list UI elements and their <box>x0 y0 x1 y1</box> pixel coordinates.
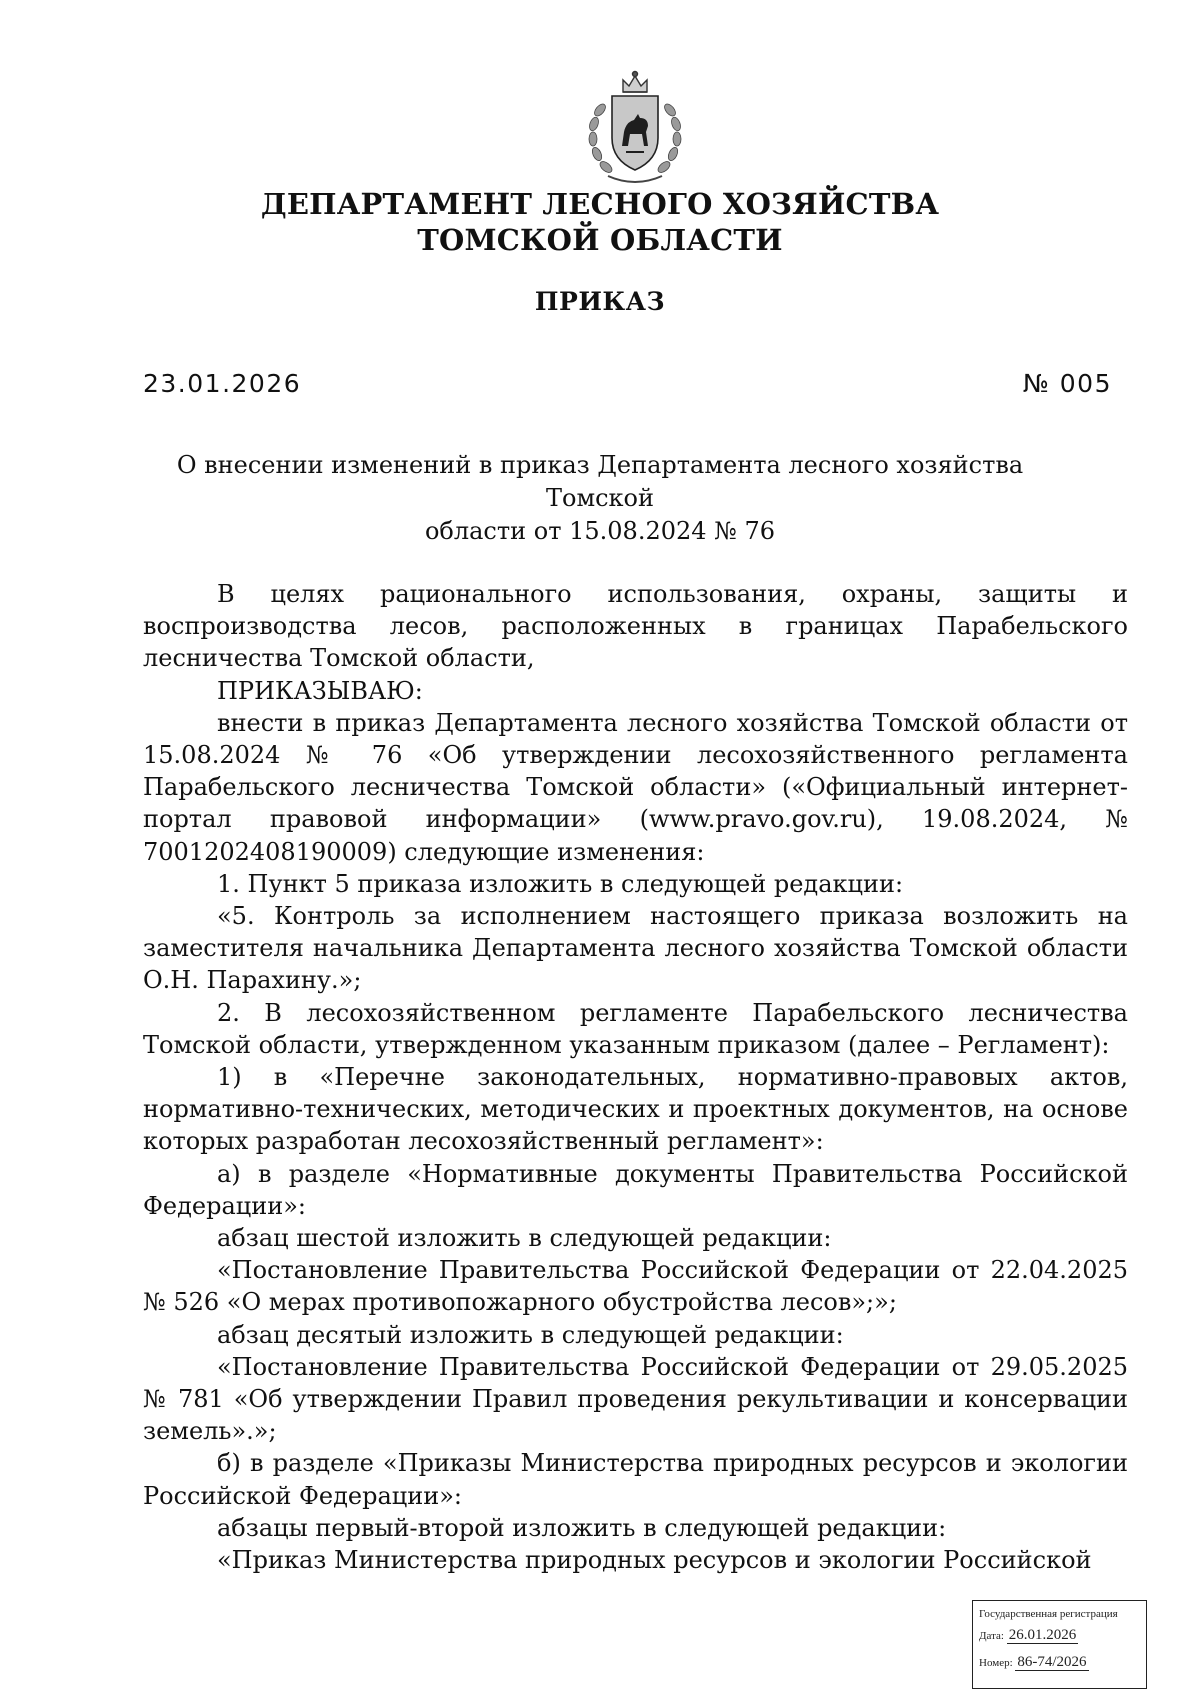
registration-stamp <box>972 1600 1147 1689</box>
order-date: 23.01.2026 <box>143 369 302 398</box>
paragraph: «Постановление Правительства Российской Федерации от 29.05.2025 № 781 «Об утверждении Правил проведения рекультивации и консервации земель».»; <box>143 1352 1128 1446</box>
stamp-number-label: Номер: <box>979 1657 1013 1669</box>
paragraph: ПРИКАЗЫВАЮ: <box>217 676 423 705</box>
stamp-number-value: 86-74/2026 <box>1017 1654 1087 1670</box>
order-subject <box>150 449 1050 548</box>
document-type: ПРИКАЗ <box>534 287 666 316</box>
paragraph: внести в приказ Департамента лесного хозяйства Томской области от 15.08.2024 № 76 «Об утверждении лесохозяйственного регламента Парабельского лесничества Томской области» («Официальный интернет-портал правовой информации» (www.pravo.gov.ru), 19.08.2024, № 7001202408190009) следующие изменения: <box>143 708 1128 866</box>
paragraph: б) в разделе «Приказы Министерства природных ресурсов и экологии Российской Федерации»: <box>143 1449 1128 1510</box>
paragraph: абзац десятый изложить в следующей редакции: <box>217 1320 844 1349</box>
department-title-line: ДЕПАРТАМЕНТ ЛЕСНОГО ХОЗЯЙСТВА <box>260 187 940 221</box>
order-body <box>143 578 1128 1576</box>
paragraph: В целях рационального использования, охраны, защиты и воспроизводства лесов, расположенных в границах Парабельского лесничества Томской области, <box>143 580 1128 673</box>
stamp-number-row <box>979 1649 1140 1676</box>
subject-line: О внесении изменений в приказ Департамента лесного хозяйства Томской <box>176 451 1024 512</box>
paragraph: «Приказ Министерства природных ресурсов и экологии Российской <box>217 1546 1092 1575</box>
subject-line: области от 15.08.2024 № 76 <box>424 517 776 545</box>
stamp-title: Государственная регистрация <box>979 1608 1118 1620</box>
paragraph: 1) в «Перечне законодательных, нормативно-правовых актов, нормативно-технических, методических и проектных документов, на основе которых разработан лесохозяйственный регламент»: <box>143 1063 1128 1156</box>
paragraph: а) в разделе «Нормативные документы Правительства Российской Федерации»: <box>143 1159 1128 1220</box>
paragraph: «5. Контроль за исполнением настоящего приказа возложить на заместителя начальника Департамента лесного хозяйства Томской области О.Н. Парахину.»; <box>143 902 1128 995</box>
paragraph: 1. Пункт 5 приказа изложить в следующей редакции: <box>217 869 904 898</box>
department-title-line: ТОМСКОЙ ОБЛАСТИ <box>417 223 783 257</box>
coat-of-arms-icon <box>578 70 692 188</box>
stamp-date-row <box>979 1622 1140 1649</box>
stamp-date-value: 26.01.2026 <box>1008 1627 1077 1643</box>
paragraph: абзацы первый-второй изложить в следующей редакции: <box>217 1513 947 1542</box>
order-number: № 005 <box>1022 369 1112 398</box>
stamp-date-label: Дата: <box>979 1630 1004 1642</box>
paragraph: абзац шестой изложить в следующей редакции: <box>217 1224 832 1253</box>
paragraph: «Постановление Правительства Российской Федерации от 22.04.2025 № 526 «О мерах противопожарного обустройства лесов»;»; <box>143 1256 1128 1317</box>
department-title <box>100 186 1100 258</box>
paragraph: 2. В лесохозяйственном регламенте Парабельского лесничества Томской области, утвержденном указанным приказом (далее – Регламент): <box>143 998 1128 1059</box>
